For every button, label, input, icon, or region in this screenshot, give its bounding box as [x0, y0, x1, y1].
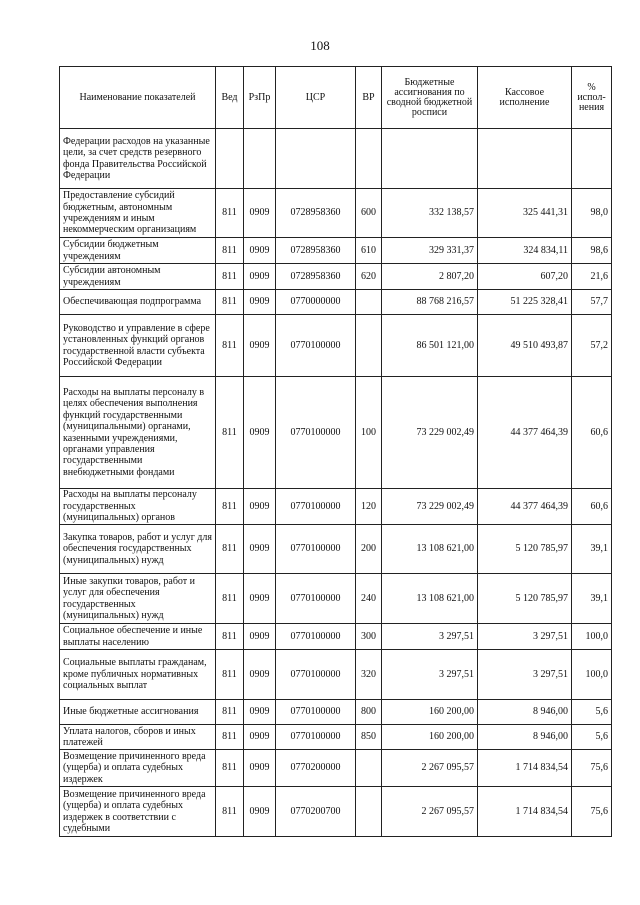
department-code: 811: [216, 525, 244, 574]
cash-amount: 324 834,11: [478, 238, 572, 264]
target-article-code: 0770100000: [276, 489, 356, 525]
expense-type-code: 320: [356, 650, 382, 700]
target-article-code: 0770100000: [276, 315, 356, 377]
indicator-name: Закупка товаров, работ и услуг для обеспечения государственных (муниципальных) нужд: [60, 525, 216, 574]
execution-percent: [572, 129, 612, 189]
table-header-row: [60, 67, 612, 129]
table-row: [60, 377, 612, 489]
section-code: 0909: [244, 624, 276, 650]
table-row: [60, 315, 612, 377]
budget-amount: 329 331,37: [382, 238, 478, 264]
table-row: [60, 238, 612, 264]
table-body: [60, 129, 612, 837]
department-code: 811: [216, 624, 244, 650]
execution-percent: 60,6: [572, 377, 612, 489]
section-code: 0909: [244, 489, 276, 525]
execution-percent: 98,0: [572, 189, 612, 238]
target-article-code: 0770200700: [276, 787, 356, 837]
table-row: [60, 725, 612, 750]
section-code: 0909: [244, 189, 276, 238]
cash-amount: 325 441,31: [478, 189, 572, 238]
indicator-name: Иные закупки товаров, работ и услуг для обеспечения государственных (муниципальных) нужд: [60, 574, 216, 624]
expense-type-code: 610: [356, 238, 382, 264]
budget-amount: 13 108 621,00: [382, 525, 478, 574]
page-number: 108: [310, 38, 330, 53]
indicator-name: Расходы на выплаты персоналу государственных (муниципальных) органов: [60, 489, 216, 525]
target-article-code: 0770100000: [276, 525, 356, 574]
department-code: 811: [216, 238, 244, 264]
section-code: 0909: [244, 238, 276, 264]
expense-type-code: [356, 315, 382, 377]
header-target-article: ЦСР: [276, 67, 356, 129]
indicator-name: Уплата налогов, сборов и иных платежей: [60, 725, 216, 750]
expense-type-code: 850: [356, 725, 382, 750]
indicator-name: Субсидии автономным учреждениям: [60, 264, 216, 290]
expense-type-code: [356, 129, 382, 189]
indicator-name: Предоставление субсидий бюджетным, автономным учреждениям и иным некоммерческим организациям: [60, 189, 216, 238]
expense-type-code: 100: [356, 377, 382, 489]
cash-amount: 3 297,51: [478, 650, 572, 700]
cash-amount: 51 225 328,41: [478, 290, 572, 315]
budget-amount: 73 229 002,49: [382, 489, 478, 525]
table-row: [60, 750, 612, 787]
section-code: 0909: [244, 315, 276, 377]
header-department: Вед: [216, 67, 244, 129]
section-code: 0909: [244, 574, 276, 624]
cash-amount: 1 714 834,54: [478, 787, 572, 837]
expense-type-code: 300: [356, 624, 382, 650]
target-article-code: 0770100000: [276, 377, 356, 489]
indicator-name: Субсидии бюджетным учреждениям: [60, 238, 216, 264]
department-code: 811: [216, 315, 244, 377]
budget-amount: 160 200,00: [382, 700, 478, 725]
target-article-code: 0770200000: [276, 750, 356, 787]
table-row: [60, 650, 612, 700]
cash-amount: 607,20: [478, 264, 572, 290]
section-code: 0909: [244, 290, 276, 315]
expense-type-code: [356, 290, 382, 315]
expense-type-code: 200: [356, 525, 382, 574]
department-code: 811: [216, 574, 244, 624]
table-row: [60, 129, 612, 189]
target-article-code: 0770100000: [276, 624, 356, 650]
table-row: [60, 189, 612, 238]
cash-amount: [478, 129, 572, 189]
indicator-name: Обеспечивающая подпрограмма: [60, 290, 216, 315]
indicator-name: Возмещение причиненного вреда (ущерба) и оплата судебных издержек: [60, 750, 216, 787]
cash-amount: 1 714 834,54: [478, 750, 572, 787]
section-code: 0909: [244, 264, 276, 290]
target-article-code: 0728958360: [276, 189, 356, 238]
header-execution-percent: % испол-нения: [572, 67, 612, 129]
department-code: 811: [216, 700, 244, 725]
expense-type-code: 620: [356, 264, 382, 290]
execution-percent: 21,6: [572, 264, 612, 290]
header-section: РзПр: [244, 67, 276, 129]
header-expense-type: ВР: [356, 67, 382, 129]
table-row: [60, 787, 612, 837]
target-article-code: 0728958360: [276, 264, 356, 290]
target-article-code: 0770100000: [276, 725, 356, 750]
indicator-name: Федерации расходов на указанные цели, за счет средств резервного фонда Правительства Российской Федерации: [60, 129, 216, 189]
execution-percent: 39,1: [572, 525, 612, 574]
department-code: 811: [216, 725, 244, 750]
department-code: 811: [216, 290, 244, 315]
section-code: 0909: [244, 650, 276, 700]
execution-percent: 57,2: [572, 315, 612, 377]
section-code: 0909: [244, 700, 276, 725]
header-budget-allocations: Бюджетные ассигнования по сводной бюджетной росписи: [382, 67, 478, 129]
execution-percent: 60,6: [572, 489, 612, 525]
section-code: [244, 129, 276, 189]
cash-amount: 8 946,00: [478, 700, 572, 725]
indicator-name: Социальное обеспечение и иные выплаты населению: [60, 624, 216, 650]
department-code: 811: [216, 787, 244, 837]
table-row: [60, 489, 612, 525]
target-article-code: [276, 129, 356, 189]
indicator-name: Расходы на выплаты персоналу в целях обеспечения выполнения функций государственными (муниципальными) органами, казенными учреждениями, органами управления государственными внебюджетными фондами: [60, 377, 216, 489]
budget-execution-table: [59, 66, 612, 837]
cash-amount: 49 510 493,87: [478, 315, 572, 377]
execution-percent: 75,6: [572, 750, 612, 787]
budget-amount: 13 108 621,00: [382, 574, 478, 624]
execution-percent: 39,1: [572, 574, 612, 624]
header-cash-execution: Кассовое исполнение: [478, 67, 572, 129]
budget-amount: 332 138,57: [382, 189, 478, 238]
expense-type-code: 120: [356, 489, 382, 525]
table-row: [60, 290, 612, 315]
department-code: 811: [216, 189, 244, 238]
execution-percent: 98,6: [572, 238, 612, 264]
section-code: 0909: [244, 377, 276, 489]
budget-amount: 2 267 095,57: [382, 787, 478, 837]
budget-amount: 86 501 121,00: [382, 315, 478, 377]
table-row: [60, 700, 612, 725]
section-code: 0909: [244, 525, 276, 574]
budget-amount: 3 297,51: [382, 650, 478, 700]
department-code: [216, 129, 244, 189]
indicator-name: Социальные выплаты гражданам, кроме публичных нормативных социальных выплат: [60, 650, 216, 700]
expense-type-code: [356, 750, 382, 787]
table-row: [60, 624, 612, 650]
execution-percent: 100,0: [572, 624, 612, 650]
execution-percent: 5,6: [572, 725, 612, 750]
table-row: [60, 264, 612, 290]
department-code: 811: [216, 377, 244, 489]
section-code: 0909: [244, 725, 276, 750]
cash-amount: 3 297,51: [478, 624, 572, 650]
cash-amount: 8 946,00: [478, 725, 572, 750]
budget-amount: 88 768 216,57: [382, 290, 478, 315]
budget-amount: 160 200,00: [382, 725, 478, 750]
cash-amount: 44 377 464,39: [478, 377, 572, 489]
expense-type-code: 600: [356, 189, 382, 238]
table-row: [60, 525, 612, 574]
cash-amount: 5 120 785,97: [478, 574, 572, 624]
indicator-name: Возмещение причиненного вреда (ущерба) и оплата судебных издержек в соответствии с судебными: [60, 787, 216, 837]
section-code: 0909: [244, 750, 276, 787]
indicator-name: Иные бюджетные ассигнования: [60, 700, 216, 725]
execution-percent: 5,6: [572, 700, 612, 725]
department-code: 811: [216, 650, 244, 700]
target-article-code: 0770100000: [276, 650, 356, 700]
expense-type-code: 240: [356, 574, 382, 624]
execution-percent: 57,7: [572, 290, 612, 315]
section-code: 0909: [244, 787, 276, 837]
execution-percent: 100,0: [572, 650, 612, 700]
target-article-code: 0728958360: [276, 238, 356, 264]
budget-amount: 2 807,20: [382, 264, 478, 290]
target-article-code: 0770100000: [276, 574, 356, 624]
department-code: 811: [216, 264, 244, 290]
department-code: 811: [216, 489, 244, 525]
budget-amount: 73 229 002,49: [382, 377, 478, 489]
target-article-code: 0770000000: [276, 290, 356, 315]
cash-amount: 5 120 785,97: [478, 525, 572, 574]
execution-percent: 75,6: [572, 787, 612, 837]
department-code: 811: [216, 750, 244, 787]
expense-type-code: [356, 787, 382, 837]
cash-amount: 44 377 464,39: [478, 489, 572, 525]
target-article-code: 0770100000: [276, 700, 356, 725]
indicator-name: Руководство и управление в сфере установленных функций органов государственной власти субъекта Российской Федерации: [60, 315, 216, 377]
table-row: [60, 574, 612, 624]
header-indicator-name: Наименование показателей: [60, 67, 216, 129]
budget-amount: 3 297,51: [382, 624, 478, 650]
expense-type-code: 800: [356, 700, 382, 725]
budget-amount: 2 267 095,57: [382, 750, 478, 787]
budget-amount: [382, 129, 478, 189]
